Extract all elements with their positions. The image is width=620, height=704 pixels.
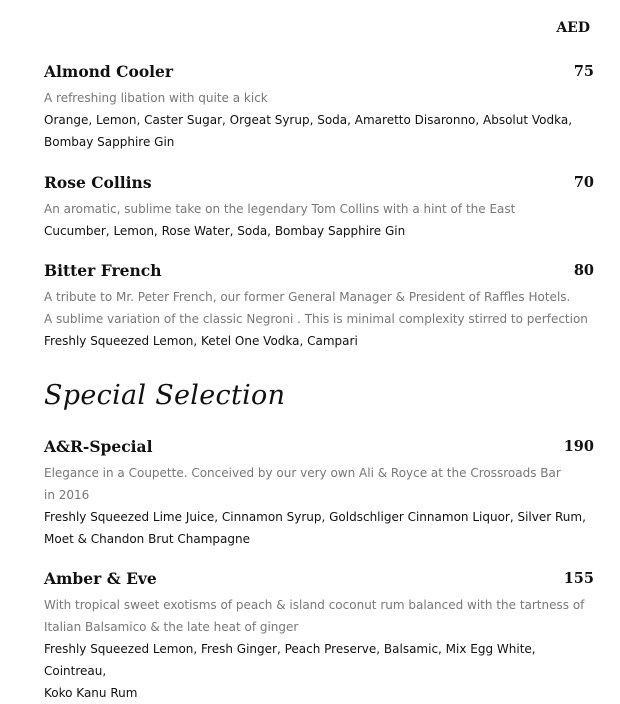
item-ingredients: Freshly Squeezed Lemon, Fresh Ginger, Peach Preserve, Balsamic, Mix Egg White, Cointreau, <box>44 642 536 678</box>
menu-item-rose-collins <box>44 173 594 242</box>
item-ingredients: Freshly Squeezed Lemon, Ketel One Vodka, Campari <box>44 334 358 348</box>
item-name: A&R-Special <box>44 437 153 456</box>
item-price: 70 <box>573 174 594 191</box>
item-description: A tribute to Mr. Peter French, our former General Manager & President of Raffles Hotels. <box>44 290 571 304</box>
item-description: With tropical sweet exotisms of peach & island coconut rum balanced with the tartness of <box>44 598 585 612</box>
item-price: 80 <box>573 262 594 279</box>
item-description: Italian Balsamico & the late heat of ginger <box>44 620 299 634</box>
item-name: Almond Cooler <box>44 62 174 81</box>
item-description: An aromatic, sublime take on the legendary Tom Collins with a hint of the East <box>44 202 516 216</box>
item-description: A refreshing libation with quite a kick <box>44 91 268 105</box>
item-price: 75 <box>573 63 594 80</box>
item-ingredients: Orange, Lemon, Caster Sugar, Orgeat Syrup, Soda, Amaretto Disaronno, Absolut Vodka, <box>44 113 573 127</box>
item-description: Elegance in a Coupette. Conceived by our very own Ali & Royce at the Crossroads Bar <box>44 466 561 480</box>
item-name: Amber & Eve <box>44 569 157 588</box>
item-ingredients: Cucumber, Lemon, Rose Water, Soda, Bombay Sapphire Gin <box>44 224 406 238</box>
menu-item-amber-eve <box>44 569 594 704</box>
item-ingredients: Koko Kanu Rum <box>44 686 138 700</box>
menu-item-almond-cooler <box>44 62 594 153</box>
item-ingredients: Freshly Squeezed Lime Juice, Cinnamon Syrup, Goldschliger Cinnamon Liquor, Silver Rum, <box>44 510 586 524</box>
menu-item-ar-special <box>44 437 594 550</box>
item-name: Bitter French <box>44 261 162 280</box>
item-price: 190 <box>563 438 594 455</box>
item-price: 155 <box>563 570 594 587</box>
item-name: Rose Collins <box>44 173 152 192</box>
currency-label: AED <box>556 20 590 36</box>
item-ingredients: Bombay Sapphire Gin <box>44 135 175 149</box>
item-ingredients: Moet & Chandon Brut Champagne <box>44 532 250 546</box>
section-title: Special Selection <box>44 380 286 411</box>
item-description: in 2016 <box>44 488 90 502</box>
item-description: A sublime variation of the classic Negroni . This is minimal complexity stirred to perfection <box>44 312 588 326</box>
menu-item-bitter-french <box>44 261 594 352</box>
